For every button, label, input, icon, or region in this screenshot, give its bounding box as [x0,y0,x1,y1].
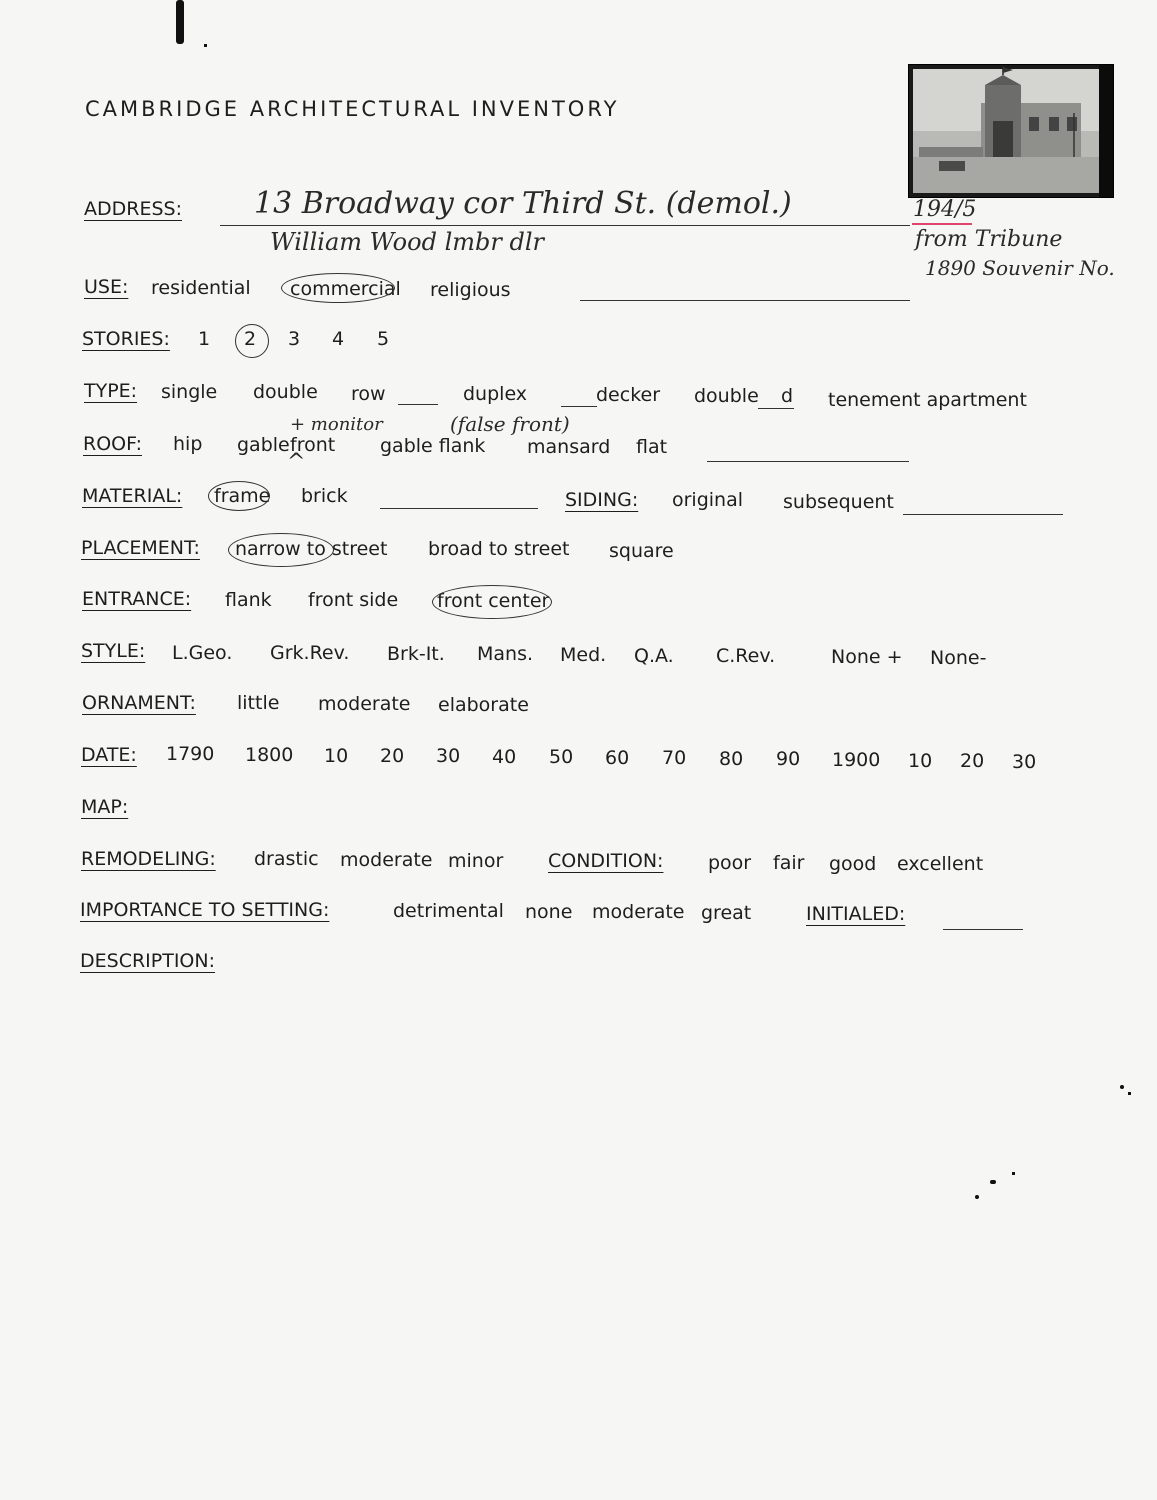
type-decker: decker [596,384,661,406]
date-1910: 10 [908,750,933,772]
style-label: STYLE: [81,640,146,662]
source-line-2: 1890 Souvenir No. [925,256,1115,280]
type-label: TYPE: [84,380,138,402]
stories-4: 4 [332,328,345,350]
material-brick: brick [301,485,348,507]
material-other-line [380,508,538,509]
stories-1: 1 [198,328,211,350]
style-lgeo: L.Geo. [172,642,233,664]
building-photo-image [909,65,1113,197]
date-1900: 1900 [832,749,881,771]
placement-narrow: narrow to street [235,538,388,560]
placement-broad: broad to street [428,538,570,560]
importance-moderate: moderate [592,901,685,923]
use-religious: religious [430,279,511,301]
remodeling-moderate: moderate [340,849,433,871]
map-label: MAP: [81,796,129,818]
type-tenement: tenement apartment [828,389,1027,411]
siding-original: original [672,489,744,511]
type-double-d-line [758,408,794,409]
roof-caret: ^ [287,450,306,475]
speck [975,1195,979,1199]
speck [1012,1172,1015,1175]
ornament-elaborate: elaborate [438,694,529,716]
roof-mansard: mansard [527,436,611,458]
style-none-plus: None + [831,646,903,668]
style-med: Med. [560,644,607,666]
date-1860: 60 [605,747,630,769]
initialed-label: INITIALED: [806,903,906,925]
ornament-little: little [237,692,280,714]
date-1920: 20 [960,750,985,772]
roof-front: front [290,434,336,456]
material-frame: frame [214,485,271,507]
condition-label: CONDITION: [548,850,664,872]
photo-ref-highlight [912,223,972,225]
use-residential: residential [151,277,251,299]
condition-poor: poor [708,852,752,874]
placement-square: square [609,540,674,562]
date-1880: 80 [719,748,744,770]
ornament-label: ORNAMENT: [82,692,196,714]
condition-good: good [829,853,877,875]
entrance-label: ENTRANCE: [82,588,192,610]
remodeling-minor: minor [448,850,504,872]
style-crev: C.Rev. [716,645,776,667]
siding-subsequent: subsequent [783,491,894,513]
date-1890: 90 [776,748,801,770]
condition-fair: fair [773,852,805,874]
date-1830: 30 [436,745,461,767]
stories-2: 2 [244,328,257,350]
roof-note-false-front: (false front) [450,412,570,436]
date-1850: 50 [549,746,574,768]
type-duplex: duplex [463,383,528,405]
date-1810: 10 [324,745,349,767]
style-none-minus: None- [930,647,987,669]
entrance-flank: flank [225,589,272,611]
roof-flat: flat [636,436,668,458]
entrance-front-center: front center [437,590,550,612]
roof-label: ROOF: [83,433,142,455]
roof-hip: hip [173,433,203,455]
type-row: row [351,383,386,405]
address-label: ADDRESS: [84,198,182,220]
owner-value: William Wood lmbr dlr [270,228,544,256]
source-line-1: from Tribune [915,227,1063,252]
style-mans: Mans. [477,643,534,665]
photo-ref: 194/5 [913,197,977,222]
roof-note-monitor: + monitor [290,414,383,435]
remodeling-drastic: drastic [254,848,319,870]
date-1870: 70 [662,747,687,769]
condition-excellent: excellent [897,853,984,875]
style-qa: Q.A. [634,645,674,667]
style-grkrev: Grk.Rev. [270,642,350,664]
date-1800: 1800 [245,744,294,766]
date-label: DATE: [81,744,137,766]
type-row-line [398,404,438,405]
entrance-front-center-circle [432,585,552,619]
material-frame-circle [208,481,270,511]
stories-3: 3 [288,328,301,350]
placement-narrow-circle [228,533,334,567]
form-title: CAMBRIDGE ARCHITECTURAL INVENTORY [85,97,620,121]
importance-label: IMPORTANCE TO SETTING: [80,899,330,921]
type-decker-line [561,406,597,407]
address-value: 13 Broadway cor Third St. (demol.) [254,186,792,221]
stories-2-circle [235,324,269,358]
date-1790: 1790 [166,743,215,765]
roof-gable: gable [237,434,290,456]
speck [204,44,207,47]
initialed-line [943,929,1023,930]
importance-detrimental: detrimental [393,900,504,922]
importance-none: none [525,901,573,923]
roof-gable-flank: gable flank [380,435,486,457]
speck [1128,1092,1131,1095]
material-label: MATERIAL: [82,485,183,507]
speck [990,1180,996,1184]
type-single: single [161,381,218,403]
use-label: USE: [84,276,129,298]
stories-5: 5 [377,328,390,350]
remodeling-label: REMODELING: [81,848,216,870]
date-1930: 30 [1012,751,1037,773]
placement-label: PLACEMENT: [81,537,200,559]
speck [1120,1085,1124,1089]
siding-label: SIDING: [565,489,639,511]
description-label: DESCRIPTION: [80,950,216,972]
type-double-d: double [694,385,759,407]
type-double: double [253,381,318,403]
style-brkit: Brk-It. [387,643,445,665]
type-d: d [781,385,794,407]
ornament-moderate: moderate [318,693,411,715]
roof-other-line [707,461,909,462]
use-other-line [580,300,910,301]
stories-label: STORIES: [82,328,170,350]
use-commercial-circle [281,273,395,303]
importance-great: great [701,902,752,924]
building-photo [908,64,1114,198]
date-1840: 40 [492,746,517,768]
ink-blot [176,0,184,44]
siding-other-line [903,514,1063,515]
use-commercial: commercial [290,278,401,300]
entrance-front-side: front side [308,589,399,611]
address-line [220,225,910,226]
date-1820: 20 [380,745,405,767]
